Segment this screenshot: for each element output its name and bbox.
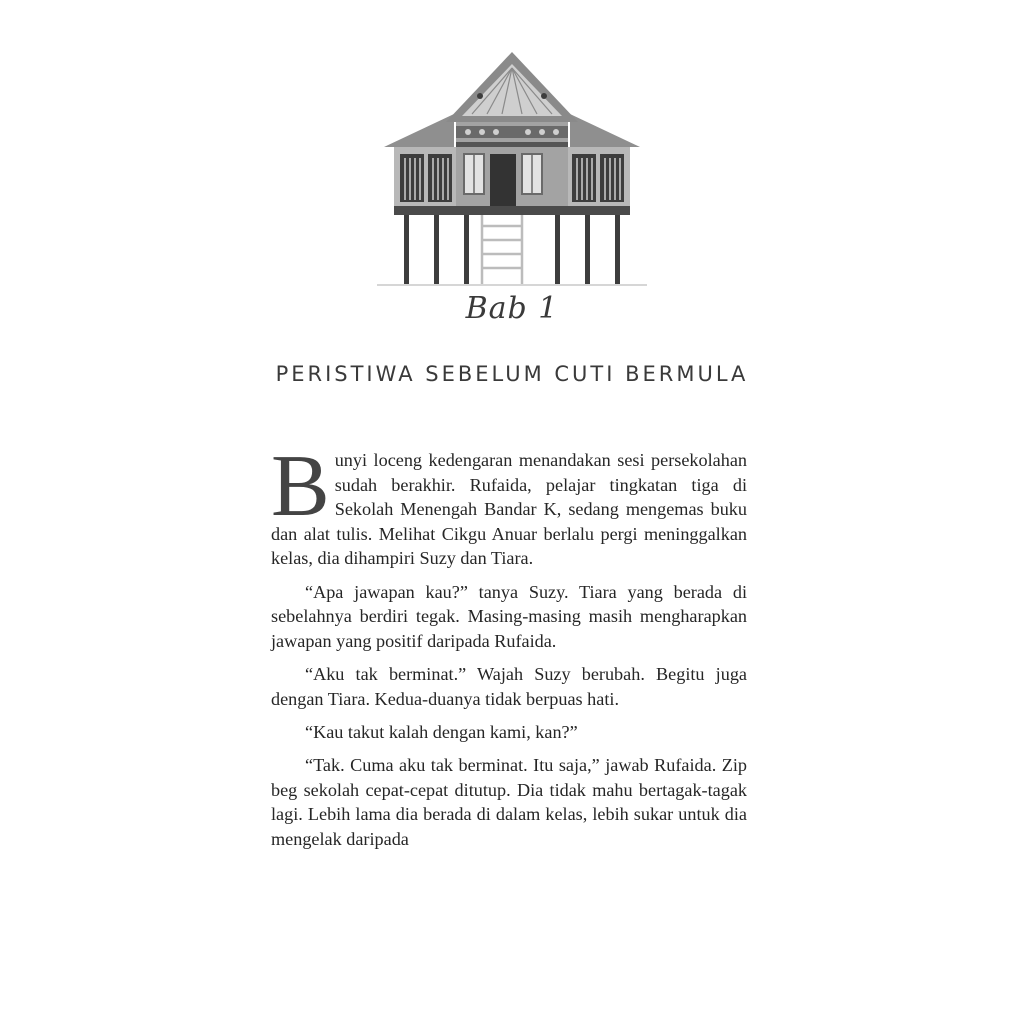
paragraph-5: “Tak. Cuma aku tak berminat. Itu saja,” jawab Rufaida. Zip beg sekolah cepat-cepat ditutup. Dia tidak mahu bertagak-tagak lagi. Lebih lama dia berada di dalam kelas, lebih sukar untuk dia mengelak daripada xyxy=(271,754,747,849)
chapter-title: PERISTIWA SEBELUM CUTI BERMULA xyxy=(275,362,749,386)
paragraph-4: “Kau takut kalah dengan kami, kan?” xyxy=(305,721,578,742)
drop-cap: B xyxy=(271,438,330,535)
malay-stilt-house-illustration xyxy=(372,44,652,294)
paragraph-3: “Aku tak berminat.” Wajah Suzy berubah. Begitu juga dengan Tiara. Kedua-duanya tidak berpuas hati. xyxy=(271,663,747,709)
paragraph-2: “Apa jawapan kau?” tanya Suzy. Tiara yang berada di sebelahnya berdiri tegak. Masing-masing masih mengharapkan jawapan yang positif daripada Rufaida. xyxy=(271,581,747,651)
chapter-number: Bab 1 xyxy=(465,291,559,326)
paragraph-1-text: unyi loceng kedengaran menandakan sesi persekolahan sudah berakhir. Rufaida, pelajar tingkatan tiga di Sekolah Menengah Bandar K, sedang mengemas buku dan alat tulis. Melihat Cikgu Anuar berlalu pergi meninggalkan kelas, dia dihampiri Suzy dan Tiara. xyxy=(271,450,747,569)
paragraph-1 xyxy=(271,438,747,571)
chapter-body xyxy=(271,438,747,860)
